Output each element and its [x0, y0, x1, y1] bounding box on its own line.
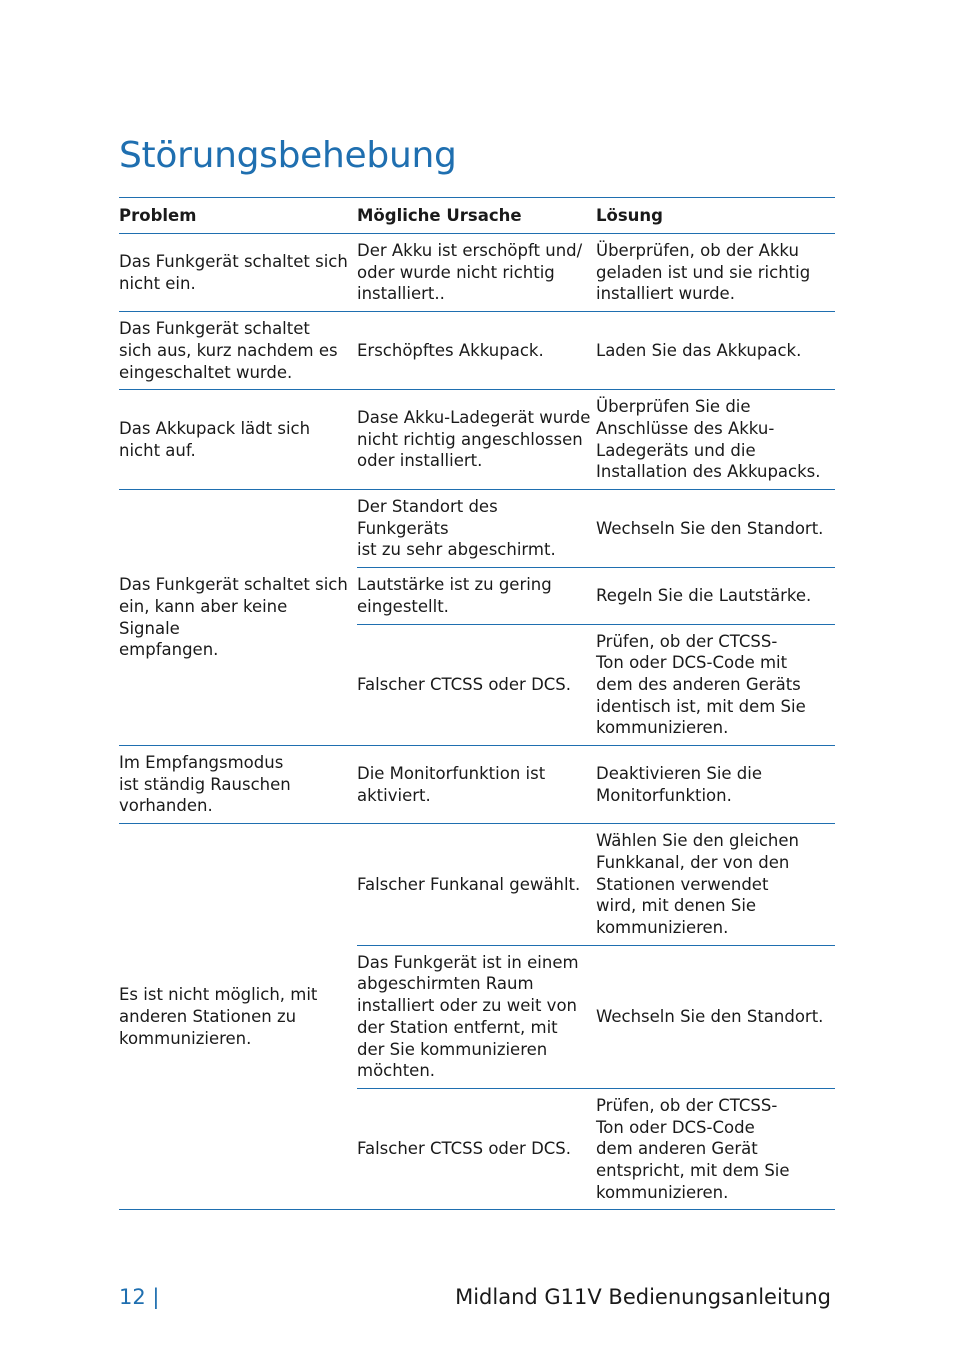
solution-text: Wechseln Sie den Standort. [596, 518, 824, 538]
cause-cell [357, 568, 596, 624]
solution-cell [596, 390, 835, 490]
cause-cell [357, 1088, 596, 1210]
cause-text: Falscher CTCSS oder DCS. [357, 674, 572, 694]
page-number: 12 | [119, 1285, 160, 1309]
solution-cell [596, 568, 835, 624]
table-row [119, 490, 835, 568]
solution-text: Laden Sie das Akkupack. [596, 340, 802, 360]
problem-text: Das Funkgerät schaltet sich nicht ein. [119, 251, 348, 293]
cause-cell [357, 746, 596, 824]
problem-cell [119, 746, 357, 824]
solution-text: Wählen Sie den gleichen Funkkanal, der von den Stationen verwendet wird, mit denen Sie kommunizieren. [596, 831, 799, 937]
table-row [119, 312, 835, 390]
solution-cell [596, 234, 835, 312]
solution-cell [596, 746, 835, 824]
solution-cell [596, 624, 835, 746]
problem-text: Das Funkgerät schaltet sich aus, kurz nachdem es eingeschaltet wurde. [119, 319, 338, 382]
cause-text: Erschöpftes Akkupack. [357, 340, 544, 360]
table-row [119, 234, 835, 312]
cause-cell [357, 945, 596, 1088]
solution-text: Deaktivieren Sie die Monitorfunktion. [596, 763, 763, 805]
cause-text: Der Akku ist erschöpft und/ oder wurde nicht richtig installiert.. [357, 241, 583, 304]
solution-cell [596, 945, 835, 1088]
solution-text: Prüfen, ob der CTCSS- Ton oder DCS-Code dem anderen Gerät entspricht, mit dem Sie kommunizieren. [596, 1095, 790, 1202]
cause-text: Falscher Funkanal gewählt. [357, 874, 581, 894]
column-header-problem: Problem [119, 198, 357, 234]
problem-text: Das Akkupack lädt sich nicht auf. [119, 418, 311, 460]
cause-cell [357, 312, 596, 390]
cause-text: Lautstärke ist zu gering eingestellt. [357, 575, 552, 616]
problem-cell [119, 234, 357, 312]
solution-cell [596, 1088, 835, 1210]
solution-cell [596, 824, 835, 946]
problem-cell [119, 312, 357, 390]
cause-text: Dase Akku-Ladegerät wurde nicht richtig angeschlossen oder installiert. [357, 408, 591, 471]
problem-text: Im Empfangsmodus ist ständig Rauschen vorhanden. [119, 753, 291, 816]
column-header-cause: Mögliche Ursache [357, 198, 596, 234]
solution-cell [596, 490, 835, 568]
table-row [119, 824, 835, 946]
solution-cell [596, 312, 835, 390]
column-header-solution: Lösung [596, 198, 835, 234]
cause-text: Das Funkgerät ist in einem abgeschirmten Raum installiert oder zu weit von der Station entfernt, mit der Sie kommunizieren möchten. [357, 952, 579, 1081]
problem-text: Das Funkgerät schaltet sich ein, kann aber keine Signale empfangen. [119, 575, 348, 660]
solution-text: Überprüfen, ob der Akku geladen ist und sie richtig installiert wurde. [596, 241, 811, 304]
cause-cell [357, 490, 596, 568]
cause-text: Der Standort des Funkgeräts ist zu sehr abgeschirmt. [357, 497, 556, 560]
solution-text: Überprüfen Sie die Anschlüsse des Akku- Ladegeräts und die Installation des Akkupacks. [596, 397, 821, 482]
table-header-row [119, 198, 835, 234]
problem-cell [119, 390, 357, 490]
table-row [119, 746, 835, 824]
cause-text: Die Monitorfunktion ist aktiviert. [357, 763, 546, 805]
solution-text: Wechseln Sie den Standort. [596, 1006, 824, 1026]
table-body [119, 234, 835, 1210]
solution-text: Regeln Sie die Lautstärke. [596, 585, 812, 605]
cause-cell [357, 624, 596, 746]
troubleshooting-table [119, 197, 835, 1210]
cause-cell [357, 824, 596, 946]
cause-text: Falscher CTCSS oder DCS. [357, 1139, 572, 1159]
solution-text: Prüfen, ob der CTCSS- Ton oder DCS-Code mit dem des anderen Geräts identisch ist, mit dem Sie kommunizieren. [596, 631, 806, 738]
problem-cell [119, 824, 357, 1210]
document-title: Midland G11V Bedienungsanleitung [455, 1285, 831, 1309]
cause-cell [357, 234, 596, 312]
cause-cell [357, 390, 596, 490]
page-title: Störungsbehebung [119, 135, 457, 176]
problem-text: Es ist nicht möglich, mit anderen Stationen zu kommunizieren. [119, 985, 318, 1048]
problem-cell [119, 490, 357, 746]
table-row [119, 390, 835, 490]
